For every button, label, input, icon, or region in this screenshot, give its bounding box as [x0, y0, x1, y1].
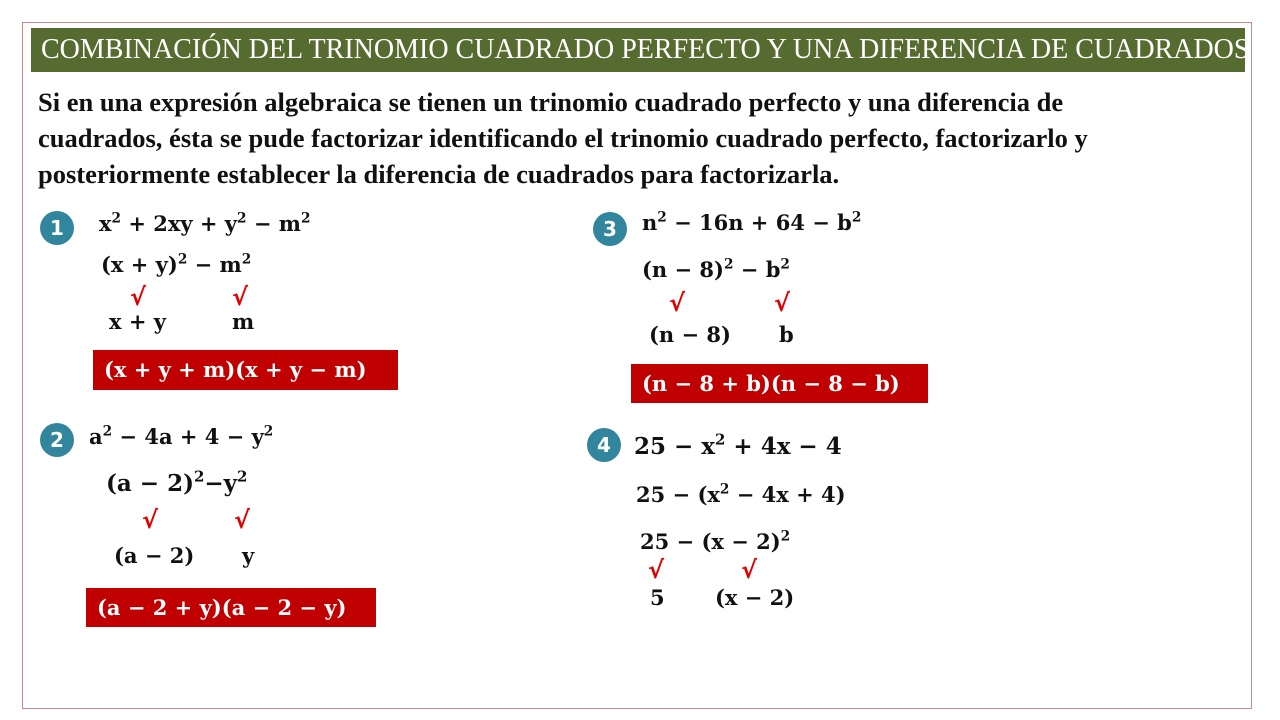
exercise-step: $25 - (x - 2)^2$ — [640, 528, 791, 554]
exercise-step: $(n - 8)^2 - b^2$ — [642, 256, 790, 282]
root-term: (n − 8) — [649, 322, 731, 347]
check-mark-icon: √ — [648, 556, 665, 584]
page-title: COMBINACIÓN DEL TRINOMIO CUADRADO PERFECTO Y UNA DIFERENCIA DE CUADRADOS — [31, 28, 1245, 72]
root-term: b — [779, 322, 794, 347]
exercise-number-badge: 3 — [593, 212, 627, 246]
result-box: (a − 2 + y)(a − 2 − y) — [86, 588, 376, 627]
exercise-step: $(x + y)^2 - m^2$ — [101, 251, 252, 277]
intro-line: Si en una expresión algebraica se tienen un trinomio cuadrado perfecto y una diferencia de — [38, 87, 1064, 117]
check-mark-icon: √ — [142, 506, 159, 534]
intro-line: posteriormente establecer la diferencia de cuadrados para factorizarla. — [38, 159, 840, 189]
check-mark-icon: √ — [130, 283, 147, 311]
exercise-expression: $x^2 + 2xy + y^2 - m^2$ — [99, 210, 311, 236]
intro-line: cuadrados, ésta se pude factorizar identificando el trinomio cuadrado perfecto, factorizarlo y — [38, 123, 1088, 153]
root-term: y — [242, 543, 255, 568]
exercise-step: $(a - 2)^2-y^2$ — [106, 467, 248, 497]
result-box: (x + y + m)(x + y − m) — [93, 350, 398, 390]
check-mark-icon: √ — [741, 556, 758, 584]
exercise-number-badge: 2 — [40, 423, 74, 457]
exercise-expression: $a^2 - 4a + 4 - y^2$ — [89, 423, 274, 449]
exercise-expression: $n^2 - 16n + 64 - b^2$ — [642, 209, 862, 235]
root-term: 5 — [650, 585, 665, 610]
exercise-step: $25 - (x^2 - 4x + 4)$ — [636, 481, 846, 507]
intro-paragraph — [38, 84, 1248, 192]
root-term: (x − 2) — [715, 585, 795, 610]
check-mark-icon: √ — [774, 289, 791, 317]
exercise-number-badge: 1 — [40, 211, 74, 245]
root-term: x + y — [109, 309, 166, 334]
exercise-number-badge: 4 — [587, 428, 621, 462]
root-term: m — [232, 309, 255, 334]
check-mark-icon: √ — [232, 283, 249, 311]
check-mark-icon: √ — [234, 506, 251, 534]
result-box: (n − 8 + b)(n − 8 − b) — [631, 364, 928, 403]
check-mark-icon: √ — [669, 289, 686, 317]
exercise-expression: $25 - x^2 + 4x - 4$ — [634, 430, 842, 460]
root-term: (a − 2) — [114, 543, 195, 568]
